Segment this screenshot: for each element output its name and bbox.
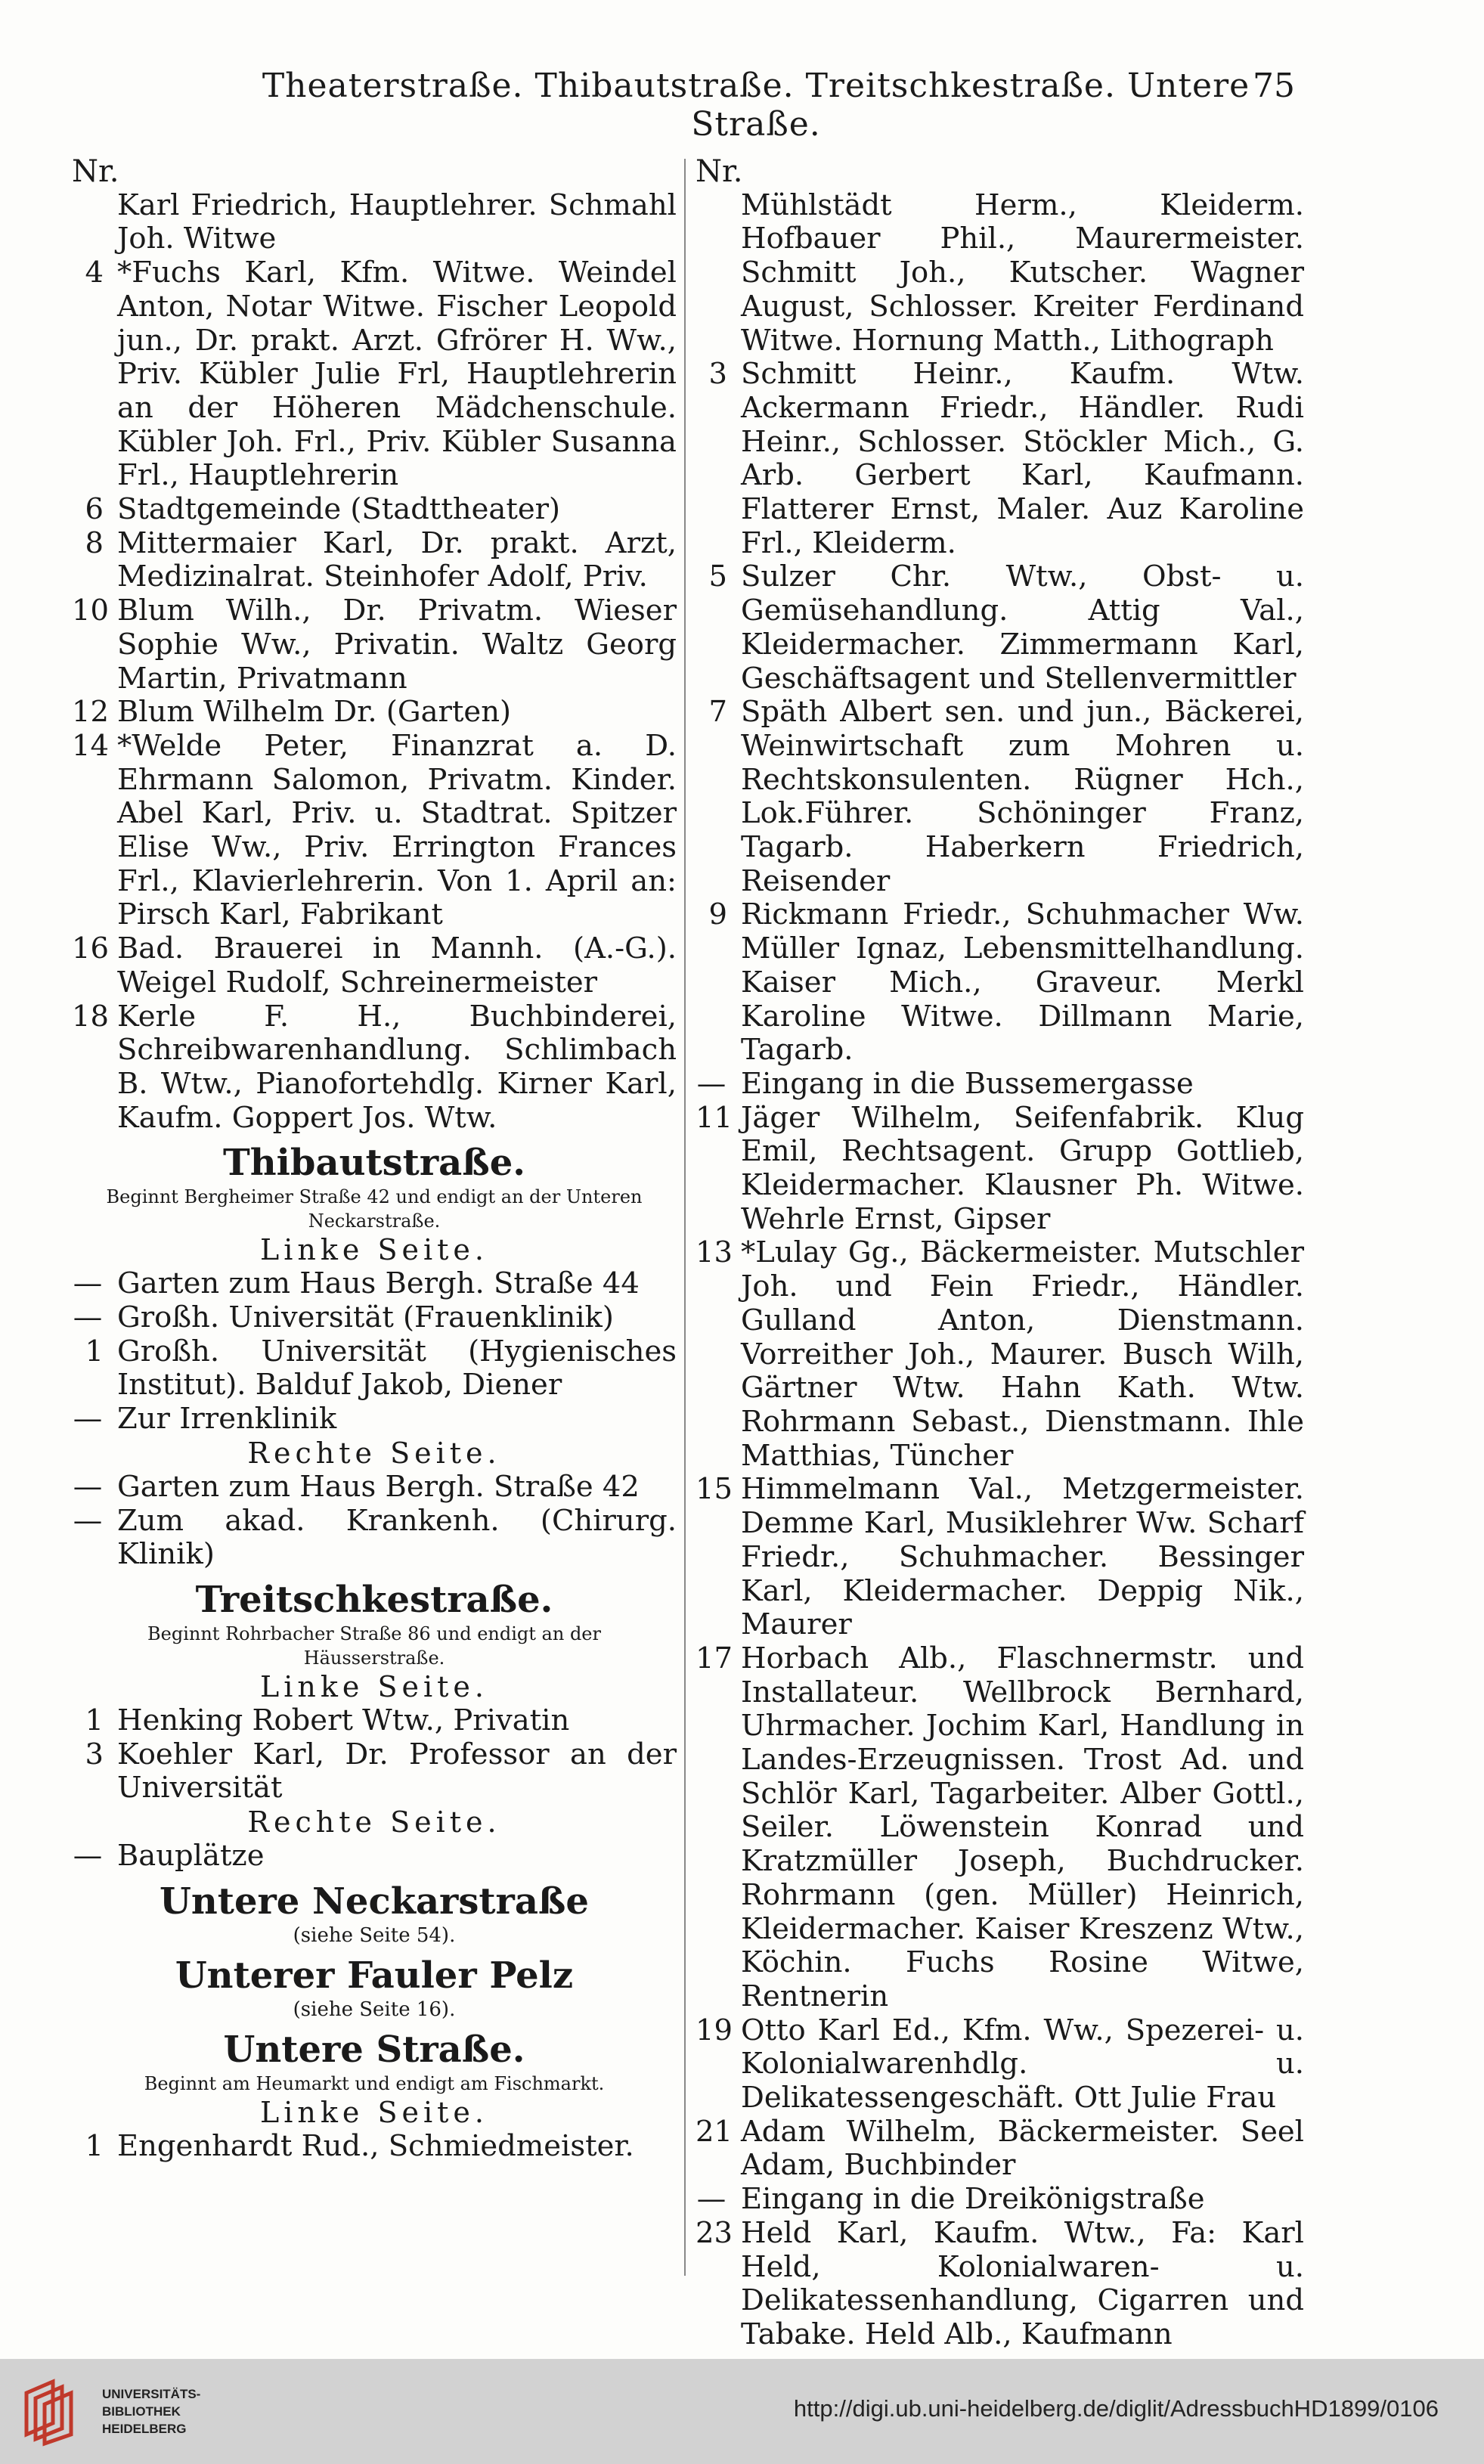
entry-text: Großh. Universität (Hygienisches Institut). Balduf Jakob, Diener: [117, 1334, 677, 1402]
house-number: —: [73, 1839, 103, 1874]
house-number: 16: [72, 931, 109, 966]
house-number: —: [696, 2182, 727, 2217]
address-entry: [72, 1301, 677, 1335]
house-number: 10: [72, 594, 109, 628]
house-number: —: [73, 1300, 103, 1335]
house-number: 13: [696, 1235, 733, 1270]
entry-text: Karl Friedrich, Hauptlehrer. Schmahl Joh. Witwe: [117, 188, 677, 256]
entry-text: Horbach Alb., Flaschnermstr. und Installateur. Wellbrock Bernhard, Uhrmacher. Jochim Karl, Handlung in Landes-Erzeugnissen. Trost Ad. und Schlör Karl, Tagarbeiter. Alber Gottl., Seiler. Löwenstein Konrad und Kratzmüller Joseph, Buchdrucker. Rohrmann (gen. Müller) Heinrich, Kleidermacher. Kaiser Kreszenz Wtw., Köchin. Fuchs Rosine Witwe, Rentnerin: [741, 1641, 1304, 2013]
left-column: [72, 155, 677, 2164]
address-entry: [72, 1335, 677, 1402]
house-number: 1: [85, 2128, 104, 2163]
university-library-logo-icon: [19, 2374, 110, 2447]
house-number: 19: [696, 2013, 733, 2047]
entry-list: [72, 1267, 677, 1437]
address-entry: [696, 189, 1304, 358]
address-entry: [72, 696, 677, 730]
house-number: 23: [696, 2215, 733, 2250]
address-entry: [72, 730, 677, 932]
library-name: [102, 2385, 200, 2438]
entry-text: *Fuchs Karl, Kfm. Witwe. Weindel Anton, Notar Witwe. Fischer Leopold jun., Dr. prakt. Arzt. Gfrörer H. Ww., Priv. Kübler Julie Frl, Hauptlehrerin an der Höheren Mädchenschule. Kübler Joh. Frl., Priv. Kübler Susanna Frl., Hauptlehrerin: [117, 256, 677, 493]
house-number: 6: [85, 492, 104, 527]
address-entry: [72, 1402, 677, 1437]
address-entry: [72, 493, 677, 527]
entry-text: Adam Wilhelm, Bäckermeister. Seel Adam, Buchbinder: [741, 2114, 1304, 2183]
entry-text: Engenhardt Rud., Schmiedmeister.: [117, 2128, 634, 2163]
address-entry: [72, 2130, 677, 2164]
house-number: —: [73, 1503, 103, 1538]
entry-text: Held Karl, Kaufm. Wtw., Fa: Karl Held, Kolonialwaren- u. Delikatessenhandlung, Cigarren und Tabake. Held Alb., Kaufmann: [741, 2215, 1304, 2351]
entry-text: Garten zum Haus Bergh. Straße 44: [117, 1266, 640, 1301]
house-number: —: [73, 1402, 103, 1437]
entry-text: Großh. Universität (Frauenklinik): [117, 1300, 614, 1335]
address-entry: [72, 1000, 677, 1136]
entry-list: [72, 1704, 677, 1805]
entry-text: *Welde Peter, Finanzrat a. D. Ehrmann Salomon, Privatm. Kinder. Abel Karl, Priv. u. Stadtrat. Spitzer Elise Ww., Priv. Errington Frances Frl., Klavierlehrerin. Von 1. April an: Pirsch Karl, Fabrikant: [117, 728, 677, 932]
entry-text: *Lulay Gg., Bäckermeister. Mutschler Joh. und Fein Friedr., Händler. Gulland Anton, Dienstmann. Vorreither Joh., Maurer. Busch Wilh, Gärtner Wtw. Hahn Kath. Wtw. Rohrmann Sebast., Dienstmann. Ihle Matthias, Tüncher: [741, 1235, 1304, 1473]
entry-text: Eingang in die Dreikönigstraße: [741, 2182, 1205, 2217]
house-number: 21: [696, 2114, 733, 2149]
nr-label: Nr.: [696, 154, 743, 189]
house-number: —: [696, 1066, 727, 1101]
footer-bar: [0, 2359, 1484, 2464]
side-label: Linke Seite.: [260, 1233, 488, 1267]
house-number: 14: [72, 728, 109, 763]
address-entry: [696, 2014, 1304, 2115]
address-entry: [72, 1505, 677, 1572]
source-url-link[interactable]: http://digi.ub.uni-heidelberg.de/diglit/AdressbuchHD1899/0106: [793, 2395, 1439, 2422]
entry-text: Garten zum Haus Bergh. Straße 42: [117, 1469, 640, 1504]
house-number: 17: [696, 1641, 733, 1675]
house-number: 1: [85, 1334, 104, 1368]
see-page-reference: (siehe Seite 16).: [293, 1998, 456, 2021]
address-entry: [696, 2217, 1304, 2352]
address-entry: [696, 1642, 1304, 2014]
entry-text: Bad. Brauerei in Mannh. (A.-G.). Weigel Rudolf, Schreinermeister: [117, 931, 677, 1000]
entry-text: Zum akad. Krankenh. (Chirurg. Klinik): [117, 1503, 677, 1572]
page-number: 75: [1253, 67, 1295, 105]
entry-text: Koehler Karl, Dr. Professor an der Universität: [117, 1737, 677, 1805]
street-heading-treitschke: Treitschkestraße.: [195, 1579, 553, 1621]
address-entry: [72, 1839, 677, 1874]
entry-text: Blum Wilhelm Dr. (Garten): [117, 695, 512, 730]
right-column: [696, 155, 1304, 2352]
street-heading-thibaut: Thibautstraße.: [223, 1142, 525, 1185]
house-number: 3: [85, 1737, 104, 1771]
side-label: Linke Seite.: [260, 1670, 488, 1703]
entry-text: Bauplätze: [117, 1839, 265, 1874]
entry-list: [72, 1839, 677, 1874]
library-name-line: HEIDELBERG: [102, 2422, 187, 2436]
entry-text: Mühlstädt Herm., Kleiderm. Hofbauer Phil., Maurermeister. Schmitt Joh., Kutscher. Wagner August, Schlosser. Kreiter Ferdinand Witwe. Hornung Matth., Lithograph: [741, 188, 1304, 358]
address-entry: [696, 1068, 1304, 1102]
entry-text: Eingang in die Bussemergasse: [741, 1066, 1194, 1101]
house-number: 4: [85, 256, 104, 290]
address-entry: [696, 1236, 1304, 1473]
side-label: Rechte Seite.: [247, 1436, 501, 1470]
address-entry: [72, 189, 677, 256]
library-name-line: UNIVERSITÄTS-: [102, 2387, 201, 2401]
entry-text: Späth Albert sen. und jun., Bäckerei, Weinwirtschaft zum Mohren u. Rechtskonsulenten. Rügner Hch., Lok.Führer. Schöninger Franz, Tagarb. Haberkern Friedrich, Reisender: [741, 695, 1304, 898]
address-entry: [72, 1704, 677, 1738]
nr-label: Nr.: [72, 154, 119, 189]
house-number: 7: [708, 695, 727, 730]
entry-list: [72, 1471, 677, 1572]
side-label: Linke Seite.: [260, 2095, 488, 2129]
entry-list: [696, 189, 1304, 2352]
address-entry: [696, 1473, 1304, 1642]
entry-text: Himmelmann Val., Metzgermeister. Demme Karl, Musiklehrer Ww. Scharf Friedr., Schuhmacher. Bessinger Karl, Kleidermacher. Deppig Nik., Maurer: [741, 1472, 1304, 1642]
entry-list: [72, 2130, 677, 2164]
address-entry: [72, 256, 677, 493]
page-header: Theaterstraße. Thibautstraße. Treitschkestraße. Untere Straße.: [262, 67, 1250, 144]
address-entry: [696, 2183, 1304, 2217]
logo-strokes: [26, 2382, 71, 2444]
address-entry: [696, 2115, 1304, 2183]
address-entry: [696, 898, 1304, 1068]
house-number: 12: [72, 695, 109, 730]
see-page-reference: (siehe Seite 54).: [293, 1923, 456, 1947]
house-number: 5: [708, 559, 727, 594]
house-number: 15: [696, 1472, 733, 1507]
entry-text: Stadtgemeinde (Stadttheater): [117, 492, 561, 527]
address-entry: [696, 1102, 1304, 1237]
entry-text: Blum Wilh., Dr. Privatm. Wieser Sophie Ww., Privatin. Waltz Georg Martin, Privatmann: [117, 594, 677, 696]
street-heading-untere-neckar: Untere Neckarstraße: [160, 1880, 589, 1923]
entry-text: Mittermaier Karl, Dr. prakt. Arzt, Medizinalrat. Steinhofer Adolf, Priv.: [117, 525, 677, 594]
column-divider: [684, 159, 686, 2276]
library-name-line: BIBLIOTHEK: [102, 2404, 181, 2419]
address-entry: [72, 594, 677, 696]
house-number: 8: [85, 525, 104, 560]
street-description: Beginnt Rohrbacher Straße 86 und endigt an der Häusserstraße.: [147, 1623, 601, 1669]
address-entry: [72, 1471, 677, 1505]
house-number: —: [73, 1266, 103, 1301]
entry-text: Henking Robert Wtw., Privatin: [117, 1703, 570, 1737]
entry-text: Jäger Wilhelm, Seifenfabrik. Klug Emil, Rechtsagent. Grupp Gottlieb, Kleidermacher. Klausner Ph. Witwe. Wehrle Ernst, Gipser: [741, 1100, 1304, 1236]
entry-text: Schmitt Heinr., Kaufm. Wtw. Ackermann Friedr., Händler. Rudi Heinr., Schlosser. Stöckler Mich., G. Arb. Gerbert Karl, Kaufmann. Flatterer Ernst, Maler. Auz Karoline Frl., Kleiderm.: [741, 357, 1304, 560]
entry-text: Rickmann Friedr., Schuhmacher Ww. Müller Ignaz, Lebensmittelhandlung. Kaiser Mich., Graveur. Merkl Karoline Witwe. Dillmann Marie, Tagarb.: [741, 897, 1304, 1068]
address-entry: [72, 932, 677, 1000]
entry-text: Zur Irrenklinik: [117, 1402, 337, 1437]
address-entry: [72, 527, 677, 594]
street-description: Beginnt am Heumarkt und endigt am Fischmarkt.: [144, 2072, 605, 2094]
entry-text: Otto Karl Ed., Kfm. Ww., Spezerei- u. Kolonialwarenhdlg. u. Delikatessengeschäft. Ott Julie Frau: [741, 2013, 1304, 2115]
house-number: 9: [708, 897, 727, 932]
house-number: 11: [696, 1100, 733, 1135]
address-entry: [696, 358, 1304, 560]
street-heading-unterer-fauler-pelz: Unterer Fauler Pelz: [175, 1954, 574, 1997]
house-number: 3: [708, 357, 727, 392]
house-number: —: [73, 1469, 103, 1504]
entry-text: Sulzer Chr. Wtw., Obst- u. Gemüsehandlung. Attig Val., Kleidermacher. Zimmermann Karl, Geschäftsagent und Stellenvermittler: [741, 559, 1304, 696]
address-entry: [72, 1267, 677, 1301]
side-label: Rechte Seite.: [247, 1805, 501, 1839]
house-number: 1: [85, 1703, 104, 1737]
street-description: Beginnt Bergheimer Straße 42 und endigt an der Unteren Neckarstraße.: [106, 1186, 643, 1232]
address-entry: [696, 696, 1304, 898]
entry-text: Kerle F. H., Buchbinderei, Schreibwarenhandlung. Schlimbach B. Wtw., Pianofortehdlg. Kirner Karl, Kaufm. Goppert Jos. Wtw.: [117, 999, 677, 1135]
house-number: 18: [72, 999, 109, 1034]
entry-list: [72, 189, 677, 1136]
address-entry: [72, 1738, 677, 1805]
street-heading-untere: Untere Straße.: [223, 2028, 525, 2071]
address-entry: [696, 560, 1304, 696]
